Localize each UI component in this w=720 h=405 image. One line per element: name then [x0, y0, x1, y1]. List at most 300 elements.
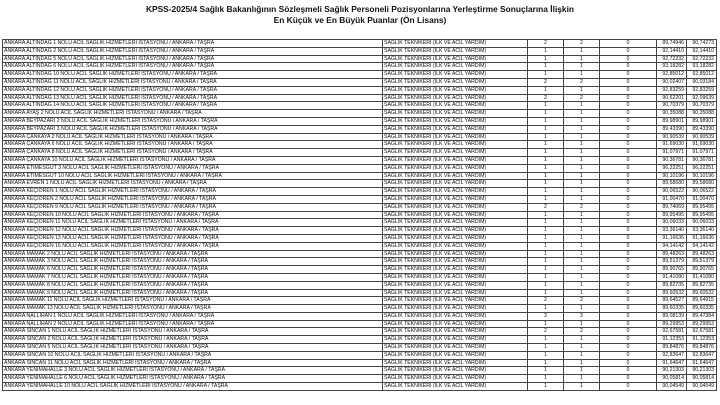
placed-cell: 1: [564, 102, 600, 110]
min-score-cell: 92,83259: [657, 86, 687, 94]
position-cell: SAĞLIK TEKNİKERİ (İLK VE ACİL YARDIM): [383, 78, 528, 86]
placed-cell: 1: [564, 172, 600, 180]
placed-cell: 1: [564, 86, 600, 94]
table-row: [3, 156, 717, 164]
min-score-cell: 89,74069: [657, 203, 687, 211]
max-score-cell: 91,07971: [687, 149, 717, 157]
institution-cell: ANKARA ALTINDAĞ 2 NOLU ACİL SAĞLIK HİZMETLERİ İSTASYONU / ANKARA / TAŞRA: [3, 47, 383, 55]
institution-cell: ANKARA ALTINDAĞ 6 NOLU ACİL SAĞLIK HİZMETLERİ İSTASYONU / ANKARA / TAŞRA: [3, 63, 383, 71]
min-score-cell: 90,05814: [657, 375, 687, 383]
position-cell: SAĞLIK TEKNİKERİ (İLK VE ACİL YARDIM): [383, 117, 528, 125]
vacant-cell: 0: [600, 227, 657, 235]
quota-cell: 1: [528, 250, 564, 258]
max-score-cell: 93,18282: [687, 63, 717, 71]
institution-cell: ANKARA MAMAK 13 NOLU ACİL SAĞLIK HİZMETLERİ İSTASYONU / ANKARA / TAŞRA: [3, 305, 383, 313]
quota-cell: 2: [528, 203, 564, 211]
min-score-cell: 94,14142: [657, 242, 687, 250]
placed-cell: 1: [564, 63, 600, 71]
table-row: [3, 55, 717, 63]
institution-cell: ANKARA EVREN 1 NOLU ACİL SAĞLIK HİZMETLERİ İSTASYONU / ANKARA / TAŞRA: [3, 180, 383, 188]
table-row: [3, 351, 717, 359]
table-row: [3, 149, 717, 157]
position-cell: SAĞLIK TEKNİKERİ (İLK VE ACİL YARDIM): [383, 242, 528, 250]
min-score-cell: 89,64527: [657, 297, 687, 305]
vacant-cell: 0: [600, 273, 657, 281]
max-score-cell: 89,82735: [687, 281, 717, 289]
position-cell: SAĞLIK TEKNİKERİ (İLK VE ACİL YARDIM): [383, 195, 528, 203]
min-score-cell: 93,36140: [657, 227, 687, 235]
position-cell: SAĞLIK TEKNİKERİ (İLK VE ACİL YARDIM): [383, 234, 528, 242]
max-score-cell: 90,35088: [687, 110, 717, 118]
min-score-cell: 91,16636: [657, 234, 687, 242]
table-row: [3, 250, 717, 258]
max-score-cell: 90,90539: [687, 133, 717, 141]
table-row: [3, 211, 717, 219]
position-cell: SAĞLIK TEKNİKERİ (İLK VE ACİL YARDIM): [383, 328, 528, 336]
min-score-cell: 90,06033: [657, 219, 687, 227]
quota-cell: 1: [528, 351, 564, 359]
vacant-cell: 0: [600, 71, 657, 79]
position-cell: SAĞLIK TEKNİKERİ (İLK VE ACİL YARDIM): [383, 266, 528, 274]
quota-cell: 1: [528, 258, 564, 266]
institution-cell: ANKARA ÇANKAYA 2 NOLU ACİL SAĞLIK HİZMETLERİ İSTASYONU / ANKARA / TAŞRA: [3, 133, 383, 141]
quota-cell: 2: [528, 78, 564, 86]
institution-cell: ANKARA ÇANKAYA 6 NOLU ACİL SAĞLIK HİZMETLERİ İSTASYONU / ANKARA / TAŞRA: [3, 141, 383, 149]
position-cell: SAĞLIK TEKNİKERİ (İLK VE ACİL YARDIM): [383, 63, 528, 71]
placed-cell: 2: [564, 94, 600, 102]
position-cell: SAĞLIK TEKNİKERİ (İLK VE ACİL YARDIM): [383, 367, 528, 375]
vacant-cell: 0: [600, 63, 657, 71]
institution-cell: ANKARA ETİMESGUT 3 NOLU ACİL SAĞLIK HİZMETLERİ İSTASYONU / ANKARA / TAŞRA: [3, 164, 383, 172]
position-cell: SAĞLIK TEKNİKERİ (İLK VE ACİL YARDIM): [383, 312, 528, 320]
max-score-cell: 89,43390: [687, 125, 717, 133]
position-cell: SAĞLIK TEKNİKERİ (İLK VE ACİL YARDIM): [383, 125, 528, 133]
institution-cell: ANKARA ALTINDAĞ 12 NOLU ACİL SAĞLIK HİZMETLERİ İSTASYONU / ANKARA / TAŞRA: [3, 86, 383, 94]
vacant-cell: 0: [600, 375, 657, 383]
table-row: [3, 203, 717, 211]
position-cell: SAĞLIK TEKNİKERİ (İLK VE ACİL YARDIM): [383, 188, 528, 196]
position-cell: SAĞLIK TEKNİKERİ (İLK VE ACİL YARDIM): [383, 305, 528, 313]
position-cell: SAĞLIK TEKNİKERİ (İLK VE ACİL YARDIM): [383, 149, 528, 157]
table-row: [3, 305, 717, 313]
vacant-cell: 0: [600, 188, 657, 196]
max-score-cell: 89,60335: [687, 305, 717, 313]
quota-cell: 1: [528, 164, 564, 172]
position-cell: SAĞLIK TEKNİKERİ (İLK VE ACİL YARDIM): [383, 40, 528, 48]
institution-cell: ANKARA KEÇİÖREN 11 NOLU ACİL SAĞLIK HİZMETLERİ İSTASYONU / ANKARA / TAŞRA: [3, 219, 383, 227]
quota-cell: 1: [528, 375, 564, 383]
institution-cell: ANKARA ALTINDAĞ 11 NOLU ACİL SAĞLIK HİZMETLERİ İSTASYONU / ANKARA / TAŞRA: [3, 78, 383, 86]
quota-cell: 1: [528, 86, 564, 94]
max-score-cell: 91,64647: [687, 359, 717, 367]
institution-cell: ANKARA MAMAK 2 NOLU ACİL SAĞLIK HİZMETLERİ İSTASYONU / ANKARA / TAŞRA: [3, 250, 383, 258]
table-row: [3, 195, 717, 203]
table-row: [3, 86, 717, 94]
min-score-cell: 90,36781: [657, 156, 687, 164]
placed-cell: 1: [564, 125, 600, 133]
vacant-cell: 0: [600, 297, 657, 305]
table-row: [3, 258, 717, 266]
placed-cell: 1: [564, 55, 600, 63]
vacant-cell: 0: [600, 344, 657, 352]
vacant-cell: 0: [600, 219, 657, 227]
vacant-cell: 0: [600, 156, 657, 164]
vacant-cell: 0: [600, 86, 657, 94]
min-score-cell: 89,08139: [657, 312, 687, 320]
position-cell: SAĞLIK TEKNİKERİ (İLK VE ACİL YARDIM): [383, 47, 528, 55]
table-row: [3, 47, 717, 55]
quota-cell: 1: [528, 234, 564, 242]
vacant-cell: 0: [600, 125, 657, 133]
vacant-cell: 0: [600, 281, 657, 289]
institution-cell: ANKARA ALTINDAĞ 13 NOLU ACİL SAĞLIK HİZMETLERİ İSTASYONU / ANKARA / TAŞRA: [3, 94, 383, 102]
vacant-cell: 0: [600, 242, 657, 250]
max-score-cell: 89,90765: [687, 266, 717, 274]
max-score-cell: 90,70379: [687, 102, 717, 110]
placed-cell: 1: [564, 47, 600, 55]
quota-cell: 1: [528, 110, 564, 118]
vacant-cell: 0: [600, 266, 657, 274]
table-row: [3, 234, 717, 242]
table-row: [3, 180, 717, 188]
results-table: [2, 39, 717, 391]
placed-cell: 1: [564, 289, 600, 297]
max-score-cell: 89,58680: [687, 180, 717, 188]
institution-cell: ANKARA ALTINDAĞ 14 NOLU ACİL SAĞLIK HİZMETLERİ İSTASYONU / ANKARA / TAŞRA: [3, 102, 383, 110]
vacant-cell: 0: [600, 305, 657, 313]
placed-cell: 1: [564, 164, 600, 172]
placed-cell: 1: [564, 344, 600, 352]
placed-cell: 2: [564, 40, 600, 48]
min-score-cell: 90,90539: [657, 133, 687, 141]
quota-cell: 1: [528, 188, 564, 196]
vacant-cell: 0: [600, 328, 657, 336]
max-score-cell: 92,09639: [687, 94, 717, 102]
table-row: [3, 266, 717, 274]
quota-cell: 1: [528, 55, 564, 63]
quota-cell: 1: [528, 71, 564, 79]
max-score-cell: 91,69030: [687, 141, 717, 149]
institution-cell: ANKARA YENİMAHALLE 10 NOLU ACİL SAĞLIK HİZMETLERİ İSTASYONU / ANKARA / TAŞRA: [3, 383, 383, 391]
institution-cell: ANKARA NALLIHAN 2 NOLU ACİL SAĞLIK HİZMETLERİ İSTASYONU / ANKARA / TAŞRA: [3, 320, 383, 328]
table-row: [3, 344, 717, 352]
max-score-cell: 92,67581: [687, 328, 717, 336]
position-cell: SAĞLIK TEKNİKERİ (İLK VE ACİL YARDIM): [383, 344, 528, 352]
max-score-cell: 91,41080: [687, 273, 717, 281]
institution-cell: ANKARA SİNCAN 5 NOLU ACİL SAĞLIK HİZMETLERİ İSTASYONU / ANKARA / TAŞRA: [3, 344, 383, 352]
max-score-cell: 89,51379: [687, 258, 717, 266]
document-title: [0, 4, 720, 26]
vacant-cell: 0: [600, 47, 657, 55]
institution-cell: ANKARA MAMAK 8 NOLU ACİL SAĞLIK HİZMETLERİ İSTASYONU / ANKARA / TAŞRA: [3, 281, 383, 289]
min-score-cell: 89,84876: [657, 344, 687, 352]
placed-cell: 1: [564, 234, 600, 242]
placed-cell: 1: [564, 258, 600, 266]
vacant-cell: 0: [600, 110, 657, 118]
table-row: [3, 125, 717, 133]
table-row: [3, 273, 717, 281]
title-line-2: En Küçük ve En Büyük Puanlar (Ön Lisans): [273, 15, 447, 25]
institution-cell: ANKARA YENİMAHALLE 6 NOLU ACİL SAĞLIK HİZMETLERİ İSTASYONU / ANKARA / TAŞRA: [3, 375, 383, 383]
institution-cell: ANKARA KEÇİÖREN 1 NOLU ACİL SAĞLIK HİZMETLERİ İSTASYONU / ANKARA / TAŞRA: [3, 188, 383, 196]
table-row: [3, 375, 717, 383]
max-score-cell: 90,05814: [687, 375, 717, 383]
institution-cell: ANKARA ÇANKAYA 8 NOLU ACİL SAĞLIK HİZMETLERİ İSTASYONU / ANKARA / TAŞRA: [3, 149, 383, 157]
quota-cell: 1: [528, 281, 564, 289]
placed-cell: 1: [564, 367, 600, 375]
vacant-cell: 0: [600, 102, 657, 110]
min-score-cell: 93,18282: [657, 63, 687, 71]
max-score-cell: 90,74273: [687, 40, 717, 48]
min-score-cell: 91,07971: [657, 149, 687, 157]
position-cell: SAĞLIK TEKNİKERİ (İLK VE ACİL YARDIM): [383, 156, 528, 164]
table-row: [3, 320, 717, 328]
institution-cell: ANKARA MAMAK 9 NOLU ACİL SAĞLIK HİZMETLERİ İSTASYONU / ANKARA / TAŞRA: [3, 289, 383, 297]
table-row: [3, 40, 717, 48]
min-score-cell: 89,60335: [657, 305, 687, 313]
placed-cell: 1: [564, 281, 600, 289]
vacant-cell: 0: [600, 78, 657, 86]
placed-cell: 1: [564, 195, 600, 203]
min-score-cell: 96,22251: [657, 164, 687, 172]
min-score-cell: 92,67581: [657, 328, 687, 336]
min-score-cell: 91,41080: [657, 273, 687, 281]
institution-cell: ANKARA ALTINDAĞ 1 NOLU ACİL SAĞLIK HİZMETLERİ İSTASYONU / ANKARA / TAŞRA: [3, 40, 383, 48]
min-score-cell: 90,02407: [657, 78, 687, 86]
vacant-cell: 0: [600, 359, 657, 367]
institution-cell: ANKARA BEYPAZARI 2 NOLU ACİL SAĞLIK HİZMETLERİ İSTASYONU / ANKARA / TAŞRA: [3, 117, 383, 125]
quota-cell: 1: [528, 117, 564, 125]
institution-cell: ANKARA MAMAK 6 NOLU ACİL SAĞLIK HİZMETLERİ İSTASYONU / ANKARA / TAŞRA: [3, 266, 383, 274]
max-score-cell: 90,36781: [687, 156, 717, 164]
quota-cell: 1: [528, 47, 564, 55]
quota-cell: 1: [528, 195, 564, 203]
min-score-cell: 89,98901: [657, 117, 687, 125]
max-score-cell: 92,83259: [687, 86, 717, 94]
table-row: [3, 336, 717, 344]
vacant-cell: 0: [600, 180, 657, 188]
table-row: [3, 172, 717, 180]
position-cell: SAĞLIK TEKNİKERİ (İLK VE ACİL YARDIM): [383, 273, 528, 281]
placed-cell: 1: [564, 351, 600, 359]
institution-cell: ANKARA AYAŞ 2 NOLU ACİL SAĞLIK HİZMETLERİ İSTASYONU / ANKARA / TAŞRA: [3, 110, 383, 118]
vacant-cell: 0: [600, 383, 657, 391]
quota-cell: 1: [528, 211, 564, 219]
table-row: [3, 219, 717, 227]
institution-cell: ANKARA KEÇİÖREN 10 NOLU ACİL SAĞLIK HİZMETLERİ İSTASYONU / ANKARA / TAŞRA: [3, 211, 383, 219]
position-cell: SAĞLIK TEKNİKERİ (İLK VE ACİL YARDIM): [383, 289, 528, 297]
institution-cell: ANKARA ALTINDAĞ 5 NOLU ACİL SAĞLIK HİZMETLERİ İSTASYONU / ANKARA / TAŞRA: [3, 55, 383, 63]
max-score-cell: 90,10196: [687, 172, 717, 180]
institution-cell: ANKARA MAMAK 11 NOLU ACİL SAĞLIK HİZMETLERİ İSTASYONU / ANKARA / TAŞRA: [3, 297, 383, 305]
vacant-cell: 0: [600, 172, 657, 180]
min-score-cell: 91,64647: [657, 359, 687, 367]
institution-cell: ANKARA KEÇİÖREN 9 NOLU ACİL SAĞLIK HİZMETLERİ İSTASYONU / ANKARA / TAŞRA: [3, 203, 383, 211]
table-row: [3, 78, 717, 86]
min-score-cell: 89,51379: [657, 258, 687, 266]
position-cell: SAĞLIK TEKNİKERİ (İLK VE ACİL YARDIM): [383, 180, 528, 188]
position-cell: SAĞLIK TEKNİKERİ (İLK VE ACİL YARDIM): [383, 110, 528, 118]
table-row: [3, 281, 717, 289]
position-cell: SAĞLIK TEKNİKERİ (İLK VE ACİL YARDIM): [383, 102, 528, 110]
placed-cell: 1: [564, 110, 600, 118]
max-score-cell: 89,95495: [687, 211, 717, 219]
max-score-cell: 91,16636: [687, 234, 717, 242]
vacant-cell: 0: [600, 117, 657, 125]
placed-cell: 1: [564, 320, 600, 328]
vacant-cell: 0: [600, 336, 657, 344]
quota-cell: 2: [528, 328, 564, 336]
placed-cell: 1: [564, 149, 600, 157]
max-score-cell: 89,84876: [687, 344, 717, 352]
placed-cell: 1: [564, 71, 600, 79]
quota-cell: 1: [528, 266, 564, 274]
min-score-cell: 89,29953: [657, 320, 687, 328]
min-score-cell: 90,62201: [657, 94, 687, 102]
table-row: [3, 164, 717, 172]
min-score-cell: 92,14410: [657, 47, 687, 55]
position-cell: SAĞLIK TEKNİKERİ (İLK VE ACİL YARDIM): [383, 141, 528, 149]
position-cell: SAĞLIK TEKNİKERİ (İLK VE ACİL YARDIM): [383, 227, 528, 235]
min-score-cell: 90,35088: [657, 110, 687, 118]
table-row: [3, 227, 717, 235]
vacant-cell: 0: [600, 312, 657, 320]
vacant-cell: 0: [600, 55, 657, 63]
quota-cell: 1: [528, 367, 564, 375]
vacant-cell: 0: [600, 164, 657, 172]
min-score-cell: 90,06522: [657, 188, 687, 196]
position-cell: SAĞLIK TEKNİKERİ (İLK VE ACİL YARDIM): [383, 211, 528, 219]
institution-cell: ANKARA MAMAK 3 NOLU ACİL SAĞLIK HİZMETLERİ İSTASYONU / ANKARA / TAŞRA: [3, 258, 383, 266]
placed-cell: 1: [564, 273, 600, 281]
max-score-cell: 89,47384: [687, 312, 717, 320]
placed-cell: 1: [564, 141, 600, 149]
quota-cell: 1: [528, 289, 564, 297]
max-score-cell: 89,48263: [687, 250, 717, 258]
min-score-cell: 89,95495: [657, 211, 687, 219]
min-score-cell: 89,43390: [657, 125, 687, 133]
max-score-cell: 91,12353: [687, 336, 717, 344]
results-table-body: [3, 40, 717, 391]
max-score-cell: 89,64915: [687, 297, 717, 305]
institution-cell: ANKARA NALLIHAN 1 NOLU ACİL SAĞLIK HİZMETLERİ İSTASYONU / ANKARA / TAŞRA: [3, 312, 383, 320]
position-cell: SAĞLIK TEKNİKERİ (İLK VE ACİL YARDIM): [383, 258, 528, 266]
vacant-cell: 0: [600, 258, 657, 266]
position-cell: SAĞLIK TEKNİKERİ (İLK VE ACİL YARDIM): [383, 320, 528, 328]
position-cell: SAĞLIK TEKNİKERİ (İLK VE ACİL YARDIM): [383, 281, 528, 289]
table-row: [3, 328, 717, 336]
vacant-cell: 0: [600, 40, 657, 48]
table-row: [3, 71, 717, 79]
placed-cell: 1: [564, 383, 600, 391]
quota-cell: 1: [528, 320, 564, 328]
quota-cell: 1: [528, 149, 564, 157]
table-row: [3, 367, 717, 375]
max-score-cell: 92,83647: [687, 351, 717, 359]
min-score-cell: 91,12353: [657, 336, 687, 344]
quota-cell: 3: [528, 312, 564, 320]
institution-cell: ANKARA SİNCAN 2 NOLU ACİL SAĞLIK HİZMETLERİ İSTASYONU / ANKARA / TAŞRA: [3, 336, 383, 344]
min-score-cell: 92,85012: [657, 71, 687, 79]
quota-cell: 1: [528, 383, 564, 391]
placed-cell: 1: [564, 359, 600, 367]
quota-cell: 1: [528, 344, 564, 352]
quota-cell: 1: [528, 336, 564, 344]
min-score-cell: 91,69030: [657, 141, 687, 149]
vacant-cell: 0: [600, 141, 657, 149]
table-row: [3, 359, 717, 367]
position-cell: SAĞLIK TEKNİKERİ (İLK VE ACİL YARDIM): [383, 55, 528, 63]
placed-cell: 1: [564, 188, 600, 196]
max-score-cell: 92,14410: [687, 47, 717, 55]
max-score-cell: 89,29953: [687, 320, 717, 328]
quota-cell: 1: [528, 133, 564, 141]
max-score-cell: 92,85012: [687, 71, 717, 79]
table-row: [3, 94, 717, 102]
vacant-cell: 0: [600, 149, 657, 157]
position-cell: SAĞLIK TEKNİKERİ (İLK VE ACİL YARDIM): [383, 133, 528, 141]
position-cell: SAĞLIK TEKNİKERİ (İLK VE ACİL YARDIM): [383, 172, 528, 180]
placed-cell: 1: [564, 250, 600, 258]
vacant-cell: 0: [600, 211, 657, 219]
quota-cell: 1: [528, 273, 564, 281]
table-row: [3, 133, 717, 141]
institution-cell: ANKARA KEÇİÖREN 12 NOLU ACİL SAĞLIK HİZMETLERİ İSTASYONU / ANKARA / TAŞRA: [3, 227, 383, 235]
institution-cell: ANKARA MAMAK 7 NOLU ACİL SAĞLIK HİZMETLERİ İSTASYONU / ANKARA / TAŞRA: [3, 273, 383, 281]
vacant-cell: 0: [600, 133, 657, 141]
institution-cell: ANKARA ALTINDAĞ 10 NOLU ACİL SAĞLIK HİZMETLERİ İSTASYONU / ANKARA / TAŞRA: [3, 71, 383, 79]
institution-cell: ANKARA ETİMESGUT 10 NOLU ACİL SAĞLIK HİZMETLERİ İSTASYONU / ANKARA / TAŞRA: [3, 172, 383, 180]
institution-cell: ANKARA ÇANKAYA 10 NOLU ACİL SAĞLIK HİZMETLERİ İSTASYONU / ANKARA / TAŞRA: [3, 156, 383, 164]
table-row: [3, 312, 717, 320]
placed-cell: 1: [564, 227, 600, 235]
vacant-cell: 0: [600, 320, 657, 328]
placed-cell: 1: [564, 336, 600, 344]
position-cell: SAĞLIK TEKNİKERİ (İLK VE ACİL YARDIM): [383, 359, 528, 367]
vacant-cell: 0: [600, 351, 657, 359]
vacant-cell: 0: [600, 234, 657, 242]
min-score-cell: 89,48263: [657, 250, 687, 258]
vacant-cell: 0: [600, 203, 657, 211]
table-row: [3, 289, 717, 297]
placed-cell: 1: [564, 219, 600, 227]
vacant-cell: 0: [600, 250, 657, 258]
placed-cell: 1: [564, 375, 600, 383]
max-score-cell: 96,22251: [687, 164, 717, 172]
position-cell: SAĞLIK TEKNİKERİ (İLK VE ACİL YARDIM): [383, 297, 528, 305]
placed-cell: 1: [564, 156, 600, 164]
placed-cell: 1: [564, 211, 600, 219]
placed-cell: 1: [564, 305, 600, 313]
position-cell: SAĞLIK TEKNİKERİ (İLK VE ACİL YARDIM): [383, 164, 528, 172]
min-score-cell: 91,00470: [657, 195, 687, 203]
position-cell: SAĞLIK TEKNİKERİ (İLK VE ACİL YARDIM): [383, 351, 528, 359]
max-score-cell: 90,06522: [687, 188, 717, 196]
table-row: [3, 297, 717, 305]
min-score-cell: 89,74946: [657, 40, 687, 48]
table-row: [3, 188, 717, 196]
min-score-cell: 89,60532: [657, 289, 687, 297]
max-score-cell: 90,03184: [687, 78, 717, 86]
min-score-cell: 90,10196: [657, 172, 687, 180]
min-score-cell: 90,04549: [657, 383, 687, 391]
position-cell: SAĞLIK TEKNİKERİ (İLK VE ACİL YARDIM): [383, 383, 528, 391]
placed-cell: 1: [564, 242, 600, 250]
vacant-cell: 0: [600, 94, 657, 102]
quota-cell: 1: [528, 172, 564, 180]
placed-cell: 1: [564, 133, 600, 141]
max-score-cell: 89,98901: [687, 117, 717, 125]
